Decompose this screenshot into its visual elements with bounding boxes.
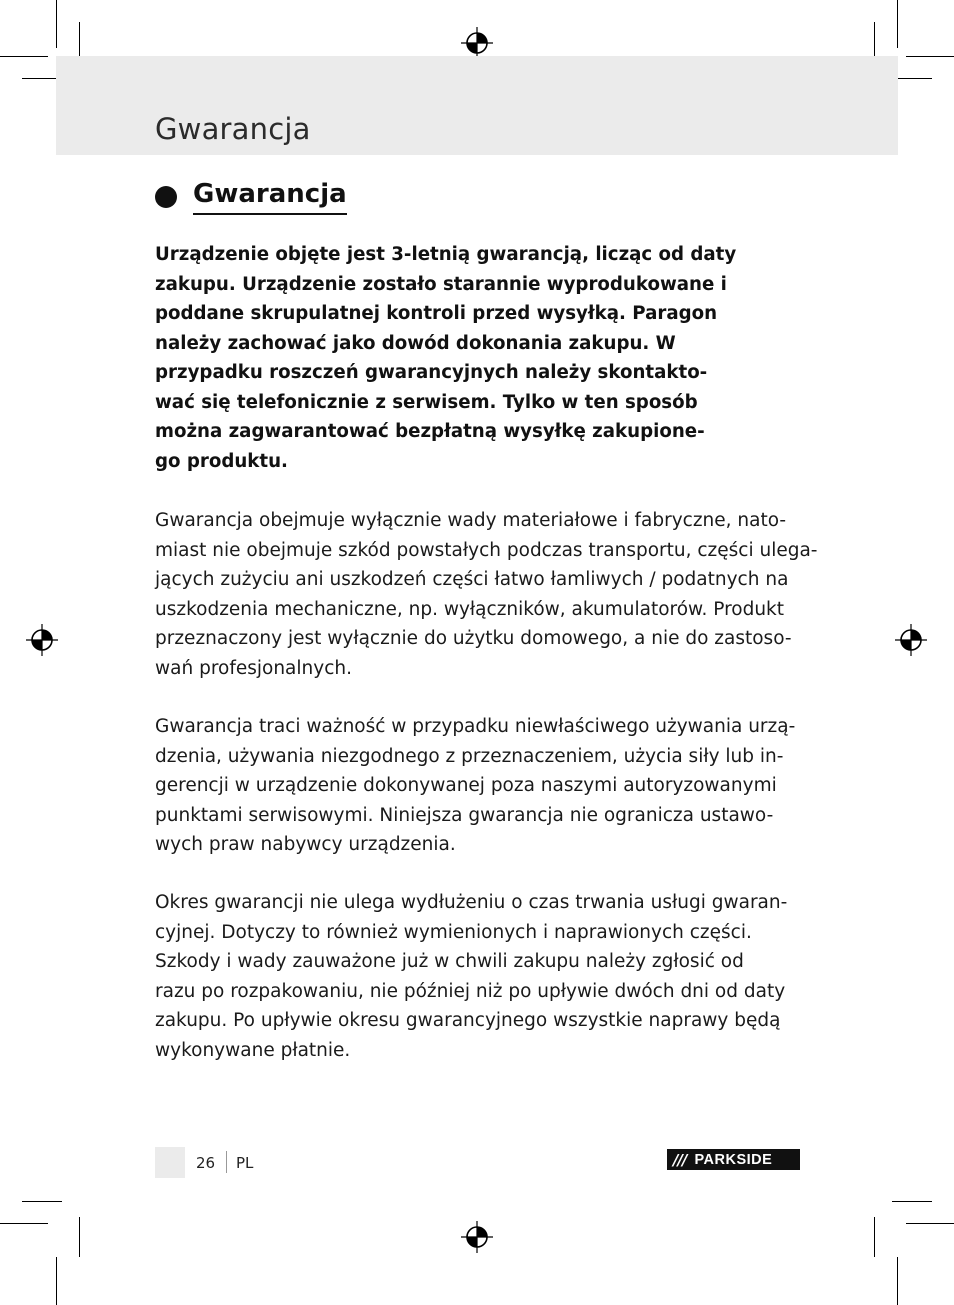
text-line: wać się telefonicznie z serwisem. Tylko w ten sposób <box>155 391 698 413</box>
crop-mark-br-h2 <box>892 1201 932 1202</box>
logo-stripes: /// <box>673 1150 687 1169</box>
footer-divider <box>226 1151 227 1173</box>
text-line: zakupu. Po upływie okresu gwarancyjnego wszystkie naprawy będą <box>155 1010 781 1031</box>
crop-mark-tl-h <box>0 56 48 57</box>
registration-crosshair-icon <box>461 1221 493 1253</box>
text-line: gerencji w urządzenie dokonywanej poza naszymi autoryzowanymi <box>155 775 777 796</box>
text-line: miast nie obejmuje szkód powstałych podczas transportu, części ulega- <box>155 539 818 561</box>
page-header-title: Gwarancja <box>155 112 311 146</box>
text-line: go produktu. <box>155 450 288 472</box>
text-line: dzenia, używania niezgodnego z przeznaczeniem, użycia siły lub in- <box>155 745 784 767</box>
crop-mark-tr-v <box>897 0 898 48</box>
text-line: przypadku roszczeń gwarancyjnych należy skontakto- <box>155 362 708 383</box>
text-line: wych praw nabywcy urządzenia. <box>155 834 456 855</box>
crop-mark-bl-h <box>0 1223 48 1224</box>
text-line: wań profesjonalnych. <box>155 657 352 679</box>
warranty-void-paragraph <box>155 712 803 860</box>
text-line: cyjnej. Dotyczy to również wymienionych i naprawionych części. <box>155 921 752 943</box>
text-line: razu po rozpakowaniu, nie później niż po upływie dwóch dni od daty <box>155 980 786 1002</box>
text-line: można zagwarantować bezpłatną wysyłkę zakupione- <box>155 421 705 442</box>
crop-mark-br-v2 <box>874 1217 875 1257</box>
text-line: wykonywane płatnie. <box>155 1039 351 1061</box>
registration-crosshair-icon <box>895 624 927 656</box>
section-title: Gwarancja <box>193 178 347 215</box>
footer-color-box <box>155 1147 185 1178</box>
text-line: punktami serwisowymi. Niniejsza gwarancja nie ogranicza ustawo- <box>155 804 774 826</box>
text-line: przeznaczony jest wyłącznie do użytku domowego, a nie do zastoso- <box>155 628 792 649</box>
page-number: 26 <box>196 1154 216 1172</box>
crop-mark-bl-h2 <box>22 1201 62 1202</box>
registration-crosshair-icon <box>461 27 493 59</box>
page-language: PL <box>236 1154 254 1172</box>
text-line: Gwarancja obejmuje wyłącznie wady materiałowe i fabryczne, nato- <box>155 510 787 531</box>
crop-mark-br-v <box>897 1257 898 1305</box>
crop-mark-bl-v2 <box>79 1217 80 1257</box>
crop-mark-tl-v <box>56 0 57 48</box>
text-line: poddane skrupulatnej kontroli przed wysyłką. Paragon <box>155 303 718 324</box>
crop-mark-br-h <box>906 1223 954 1224</box>
text-line: uszkodzenia mechaniczne, np. wyłączników, akumulatorów. Produkt <box>155 598 785 620</box>
crop-mark-tr-h2 <box>892 78 932 79</box>
warranty-period-paragraph <box>155 888 803 1065</box>
text-line: jących zużyciu ani uszkodzeń części łatwo łamliwych / podatnych na <box>155 569 789 590</box>
crop-mark-bl-v <box>56 1257 57 1305</box>
text-line: Szkody i wady zauważone już w chwili zakupu należy zgłosić od <box>155 951 744 972</box>
text-line: zakupu. Urządzenie zostało starannie wyprodukowane i <box>155 273 727 295</box>
parkside-logo <box>667 1149 800 1170</box>
text-line: Gwarancja traci ważność w przypadku niewłaściwego używania urzą- <box>155 716 796 737</box>
warranty-intro-paragraph <box>155 240 803 476</box>
filled-circle-bullet-icon <box>155 186 177 208</box>
text-line: Okres gwarancji nie ulega wydłużeniu o czas trwania usługi gwaran- <box>155 892 788 913</box>
section-heading <box>155 178 347 215</box>
text-line: Urządzenie objęte jest 3-letnią gwarancją, licząc od daty <box>155 244 737 265</box>
text-line: należy zachować jako dowód dokonania zakupu. W <box>155 332 676 354</box>
crop-mark-tr-h <box>906 56 954 57</box>
warranty-coverage-paragraph <box>155 506 818 683</box>
registration-crosshair-icon <box>26 624 58 656</box>
logo-text: PARKSIDE <box>694 1151 773 1168</box>
